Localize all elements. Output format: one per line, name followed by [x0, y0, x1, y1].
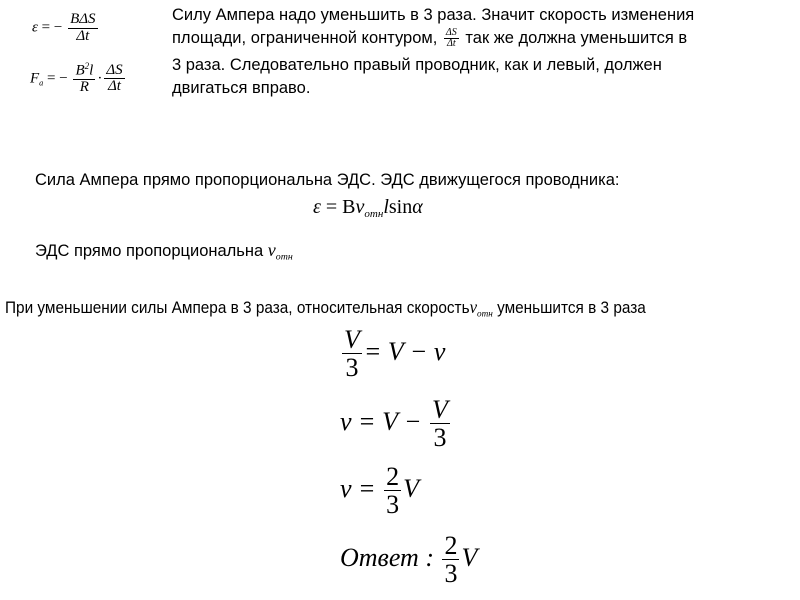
- denominator: 3: [433, 423, 447, 453]
- velocity-symbol: v: [469, 297, 478, 317]
- numerator: V: [432, 395, 448, 424]
- numerator: ΔS: [106, 61, 123, 78]
- emf-motion-formula: [313, 196, 423, 220]
- alpha: α: [412, 196, 423, 218]
- fraction: [68, 12, 97, 45]
- ampere-force-formula: [30, 62, 127, 96]
- velocity-subscript: отн: [477, 308, 493, 320]
- fraction: [342, 326, 362, 382]
- velocity-subscript: отн: [364, 207, 384, 220]
- rhs: = V − v: [363, 336, 446, 366]
- answer-equation: [340, 532, 477, 588]
- lhs: v =: [340, 473, 376, 503]
- numerator: V: [344, 325, 360, 354]
- sin: sin: [388, 196, 413, 218]
- denominator: Δt: [107, 78, 121, 95]
- numerator: 2: [386, 462, 400, 491]
- statement-relative-speed: [5, 296, 646, 325]
- force-subscript: a: [39, 78, 44, 88]
- velocity-symbol: V: [403, 473, 419, 503]
- fraction: [73, 62, 95, 96]
- answer-label: Ответ :: [340, 542, 434, 572]
- paragraph-line-1: Силу Ампера надо уменьшить в 3 раза. Значит скорость изменения: [172, 6, 695, 24]
- numerator: ΔS: [445, 26, 457, 38]
- equals-b: = B: [320, 196, 356, 218]
- emf-formula: [32, 12, 100, 45]
- statement-emf-proportional: [35, 239, 293, 268]
- paragraph-line-3: 3 раза. Следовательно правый проводник, как и левый, должен: [172, 56, 662, 74]
- denominator: Δt: [76, 27, 90, 44]
- fraction: [104, 63, 124, 96]
- equation-1: [340, 326, 445, 382]
- superscript: 2: [84, 61, 90, 71]
- inline-fraction: [444, 28, 459, 50]
- equation-2: [340, 396, 452, 452]
- numerator: 2: [444, 531, 458, 560]
- length-symbol: l: [383, 196, 389, 218]
- emf-symbol: ε: [32, 19, 38, 36]
- fraction: [384, 463, 401, 519]
- text: уменьшится в 3 раза: [497, 299, 646, 317]
- force-symbol: F: [30, 70, 40, 87]
- denominator: 3: [386, 490, 400, 520]
- equals-minus: = −: [41, 19, 63, 36]
- text: При уменьшении силы Ампера в 3 раза, относительная скорость: [5, 299, 470, 317]
- denominator: R: [79, 79, 89, 96]
- paragraph-line-4: двигаться вправо.: [172, 79, 311, 97]
- dot: ·: [97, 70, 103, 87]
- equation-3: [340, 463, 419, 519]
- velocity-subscript: отн: [275, 251, 293, 263]
- velocity-symbol: v: [267, 240, 276, 260]
- text: так же должна уменьшится в: [465, 29, 688, 47]
- emf-symbol: ε: [313, 196, 321, 218]
- numerator-tail: l: [89, 62, 94, 79]
- velocity-symbol: V: [461, 542, 478, 572]
- statement-ampere-proportional: Сила Ампера прямо пропорциональна ЭДС. ЭДС движущегося проводника:: [35, 171, 620, 189]
- text: площади, ограниченной контуром,: [172, 29, 438, 47]
- text: ЭДС прямо пропорциональна: [35, 242, 264, 260]
- fraction: [442, 532, 459, 588]
- equals-minus: = −: [47, 70, 68, 87]
- numerator: B: [75, 62, 85, 79]
- fraction: [430, 396, 450, 452]
- denominator: 3: [444, 559, 458, 589]
- lhs: v = V −: [340, 406, 422, 436]
- denominator: 3: [345, 353, 359, 383]
- denominator: Δt: [447, 38, 456, 50]
- paragraph-line-2: [172, 27, 687, 50]
- velocity-symbol: v: [355, 196, 365, 218]
- numerator: BΔS: [70, 11, 96, 27]
